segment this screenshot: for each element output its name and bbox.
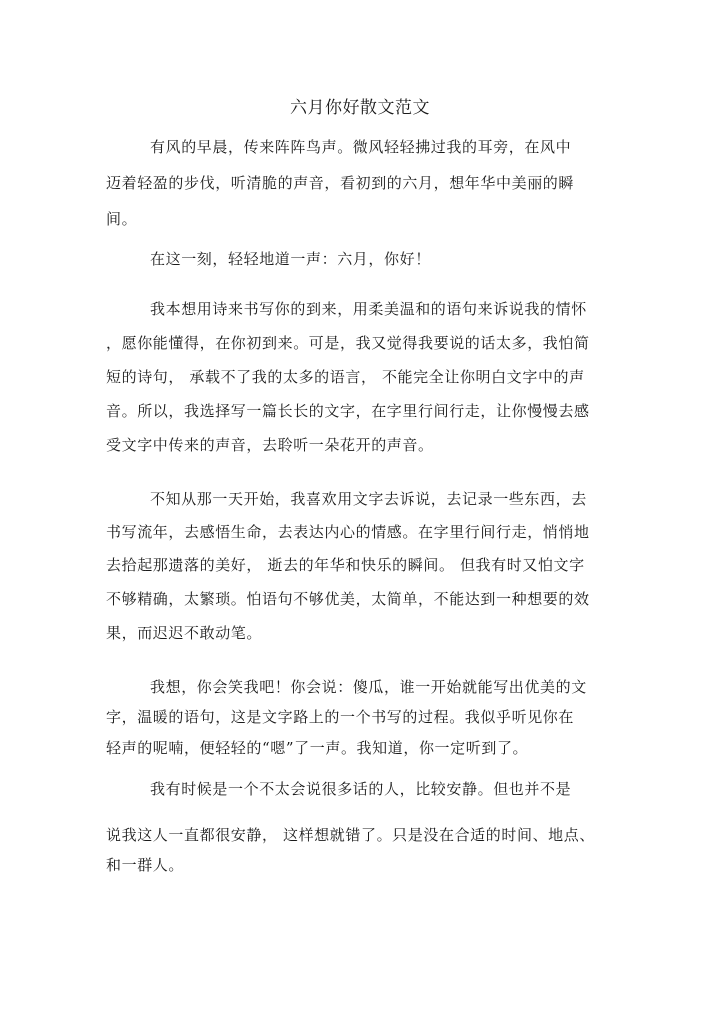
text-line: 书写流年，去感悟生命，去表达内心的情感。在字里行间行走，悄悄地 — [106, 523, 590, 541]
text-line: 我有时候是一个不太会说很多话的人，比较安静。但也并不是 — [150, 780, 572, 798]
text-line: 音。所以，我选择写一篇长长的文字，在字里行间行走，让你慢慢去感 — [106, 402, 590, 420]
text-line: 不知从那一天开始，我喜欢用文字去诉说，去记录一些东西，去 — [150, 490, 587, 508]
document-title: 六月你好散文范文 — [290, 98, 430, 118]
text-line: 我本想用诗来书写你的到来，用柔美温和的语句来诉说我的情怀 — [150, 300, 587, 318]
text-line: 迈着轻盈的步伐，听清脆的声音，看初到的六月，想年华中美丽的瞬 — [106, 174, 575, 192]
text-line: 轻声的呢喃，便轻轻的“嗯”了一声。我知道，你一定听到了。 — [106, 739, 529, 757]
text-line: 有风的早晨，传来阵阵鸟声。微风轻轻拂过我的耳旁，在风中 — [150, 138, 572, 156]
text-line: 在这一刻，轻轻地道一声：六月，你好！ — [150, 250, 431, 268]
text-line: 我想，你会笑我吧！你会说：傻瓜，谁一开始就能写出优美的文 — [150, 678, 587, 696]
text-line: ，愿你能懂得，在你初到来。可是，我又觉得我要说的话太多，我怕简 — [106, 334, 590, 352]
text-line: 间。 — [106, 210, 138, 228]
text-line: 去拾起那遗落的美好， 逝去的年华和快乐的瞬间。 但我有时又怕文字 — [106, 556, 585, 574]
text-line: 字，温暖的语句，这是文字路上的一个书写的过程。我似乎听见你在 — [106, 708, 575, 726]
text-line: 受文字中传来的声音，去聆听一朵花开的声音。 — [106, 436, 434, 454]
text-line: 短的诗句， 承载不了我的太多的语言， 不能完全让你明白文字中的声 — [106, 368, 585, 386]
text-line: 说我这人一直都很安静， 这样想就错了。只是没在合适的时间、地点、 — [106, 826, 595, 844]
text-line: 不够精确，太繁琐。怕语句不够优美，太简单，不能达到一种想要的效 — [106, 590, 590, 608]
text-line: 和一群人。 — [106, 856, 185, 874]
text-line: 果，而迟迟不敢动笔。 — [106, 624, 263, 642]
